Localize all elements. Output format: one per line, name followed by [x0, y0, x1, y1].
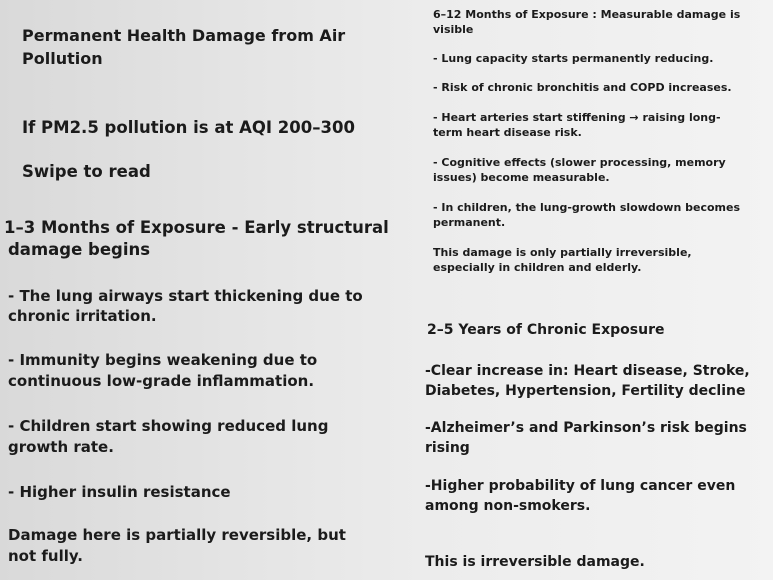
top-heading-line-1: 6–12 Months of Exposure : Measurable damage is [433, 8, 741, 21]
bullet-immunity-line-2: continuous low-grade inflammation. [8, 372, 315, 390]
bullet-diseases-line-1: -Clear increase in: Heart disease, Stroke, [425, 363, 750, 379]
top-note-line-1: This damage is only partially irreversible, [433, 246, 692, 259]
irreversible-note: This is irreversible damage. [425, 554, 645, 570]
bullet-lung-cancer-line-1: -Higher probability of lung cancer even [425, 478, 736, 494]
bullet-arteries-line-2: term heart disease risk. [433, 126, 582, 139]
bullet-alzheimers-line-2: rising [425, 440, 470, 456]
page-title-line-2: Pollution [22, 49, 103, 68]
bullet-children-line-1: - Children start showing reduced lung [8, 417, 329, 435]
bullet-airways-line-1: - The lung airways start thickening due to [8, 287, 363, 305]
bullet-arteries-line-1: - Heart arteries start stiffening → raising long- [433, 111, 721, 124]
bullet-lung-cancer-line-2: among non-smokers. [425, 498, 591, 514]
page-title-line-1: Permanent Health Damage from Air [22, 26, 346, 45]
top-note-line-2: especially in children and elderly. [433, 261, 642, 274]
bottom-heading: 2–5 Years of Chronic Exposure [427, 322, 665, 338]
section-heading-line-1: 1–3 Months of Exposure - Early structural [4, 218, 389, 237]
bullet-alzheimers-line-1: -Alzheimer’s and Parkinson’s risk begins [425, 420, 747, 436]
swipe-hint: Swipe to read [22, 162, 151, 181]
bullet-immunity-line-1: - Immunity begins weakening due to [8, 351, 318, 369]
bullet-lung-growth-line-1: - In children, the lung-growth slowdown becomes [433, 201, 741, 214]
section-heading-line-2: damage begins [8, 240, 151, 259]
bullet-insulin: - Higher insulin resistance [8, 483, 231, 501]
bullet-cognitive-line-2: issues) become measurable. [433, 171, 610, 184]
bullet-lung-growth-line-2: permanent. [433, 216, 506, 229]
bullet-airways-line-2: chronic irritation. [8, 307, 157, 325]
pollution-condition: If PM2.5 pollution is at AQI 200–300 [22, 118, 355, 137]
reversibility-note-line-2: not fully. [8, 547, 83, 565]
bullet-children-line-2: growth rate. [8, 438, 114, 456]
bullet-copd: - Risk of chronic bronchitis and COPD increases. [433, 81, 732, 94]
right-panel [408, 0, 773, 580]
bullet-lung-capacity: - Lung capacity starts permanently reducing. [433, 52, 714, 65]
top-heading-line-2: visible [433, 23, 474, 36]
reversibility-note-line-1: Damage here is partially reversible, but [8, 526, 346, 544]
bullet-diseases-line-2: Diabetes, Hypertension, Fertility decline [425, 383, 746, 399]
bullet-cognitive-line-1: - Cognitive effects (slower processing, memory [433, 156, 726, 169]
